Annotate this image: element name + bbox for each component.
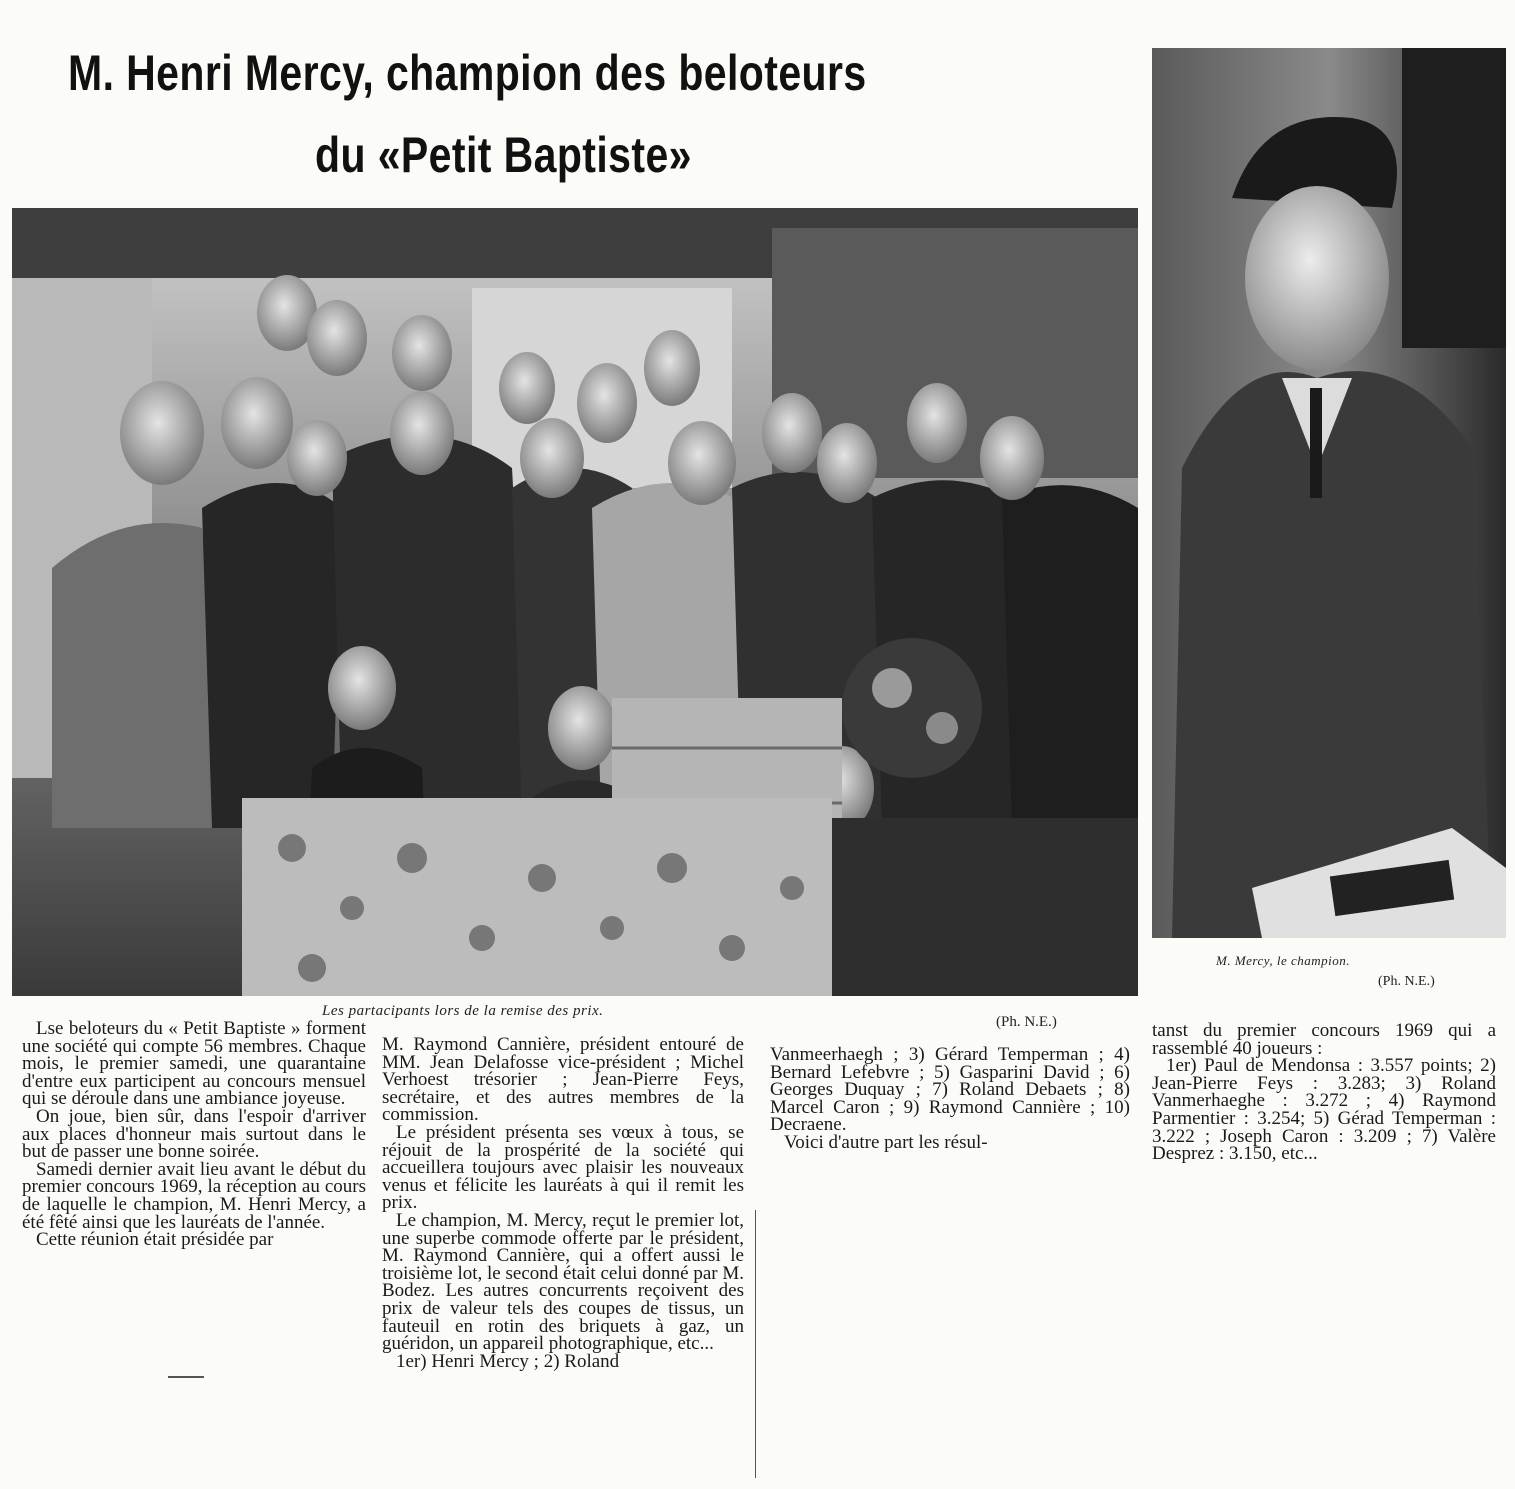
column-4-paragraph: tanst du premier concours 1969 qui a rassemblé 40 joueurs : [1152,1020,1496,1059]
column-1-end-rule [168,1376,204,1378]
column-1-paragraph: Samedi dernier avait lieu avant le début du premier concours 1969, la réception au cours de laquelle le champion, M. Henri Mercy, a été fêté ainsi que les lauréats de l'année. [22,1158,366,1233]
champion-photo-caption: M. Mercy, le champion. [1216,953,1350,968]
column-1-paragraph: On joue, bien sûr, dans l'espoir d'arriver aux places d'honneur mais surtout dans le but de passer une bonne soirée. [22,1105,366,1163]
champion-photo [1152,48,1506,938]
group-photo-credit: (Ph. N.E.) [996,1014,1057,1030]
column-2-paragraph: M. Raymond Cannière, président entouré de MM. Jean Delafosse vice-président ; Michel Verhoest trésorier ; Jean-Pierre Feys, secrétaire, et des autres membres de la commission. [382,1034,744,1126]
column-divider [755,1210,756,1478]
column-3-paragraph: Voici d'autre part les résul- [784,1131,988,1153]
champion-photo-credit: (Ph. N.E.) [1378,974,1435,989]
column-1-paragraph: Cette réunion était présidée par [36,1229,274,1251]
article-column-1 [22,1020,366,1249]
column-4-paragraph: 1er) Paul de Mendonsa : 3.557 points; 2) Jean-Pierre Feys : 3.283; 3) Roland Vanmerhaeghe : 3.272 ; 4) Raymond Parmentier : 3.254; 5) Gérad Temperman : 3.222 ; Joseph Caron : 3.209 ; 7) Valère Desprez : 3.150, etc... [1152,1055,1496,1165]
headline-line-1: M. Henri Mercy, champion des beloteurs [68,45,867,101]
group-photo-caption: Les partacipants lors de la remise des prix. [322,1003,604,1019]
group-photo [12,208,1138,996]
champion-photo-image [1152,48,1506,938]
article-column-4 [1152,1022,1496,1163]
column-2-paragraph: 1er) Henri Mercy ; 2) Roland [396,1350,620,1372]
column-3-paragraph: Vanmeerhaegh ; 3) Gérard Temperman ; 4) Bernard Lefebvre ; 5) Gasparini David ; 6) Georges Duquay ; 7) Roland Debaets ; 8) Marcel Caron ; 9) Raymond Cannière ; 10) Decraene. [770,1044,1130,1136]
article-column-3 [770,1046,1130,1152]
column-2-paragraph: Le champion, M. Mercy, reçut le premier lot, une superbe commode offerte par le président, M. Raymond Cannière, qui a offert aussi le troisième lot, le second était celui donné par M. Bodez. Les autres concurrents reçoivent des prix de valeur tels des coupes de tissus, un fauteuil en rotin des briquets à gaz, un guéridon, un appareil photographique, etc... [382,1209,744,1355]
group-photo-image [12,208,1138,996]
column-1-paragraph: Lse beloteurs du « Petit Baptiste » forment une société qui compte 56 membres. Chaque mois, le premier samedi, une quarantaine d'entre eux participent au concours mensuel qui se déroule dans une ambiance joyeuse. [22,1018,366,1110]
column-2-paragraph: Le président présenta ses vœux à tous, se réjouit de la prospérité de la société qui accueillera toujours avec plaisir les nouveaux venus et félicite les lauréats à qui il remit les prix. [382,1121,744,1214]
headline-line-2: du «Petit Baptiste» [315,127,692,183]
article-column-2 [382,1036,744,1370]
